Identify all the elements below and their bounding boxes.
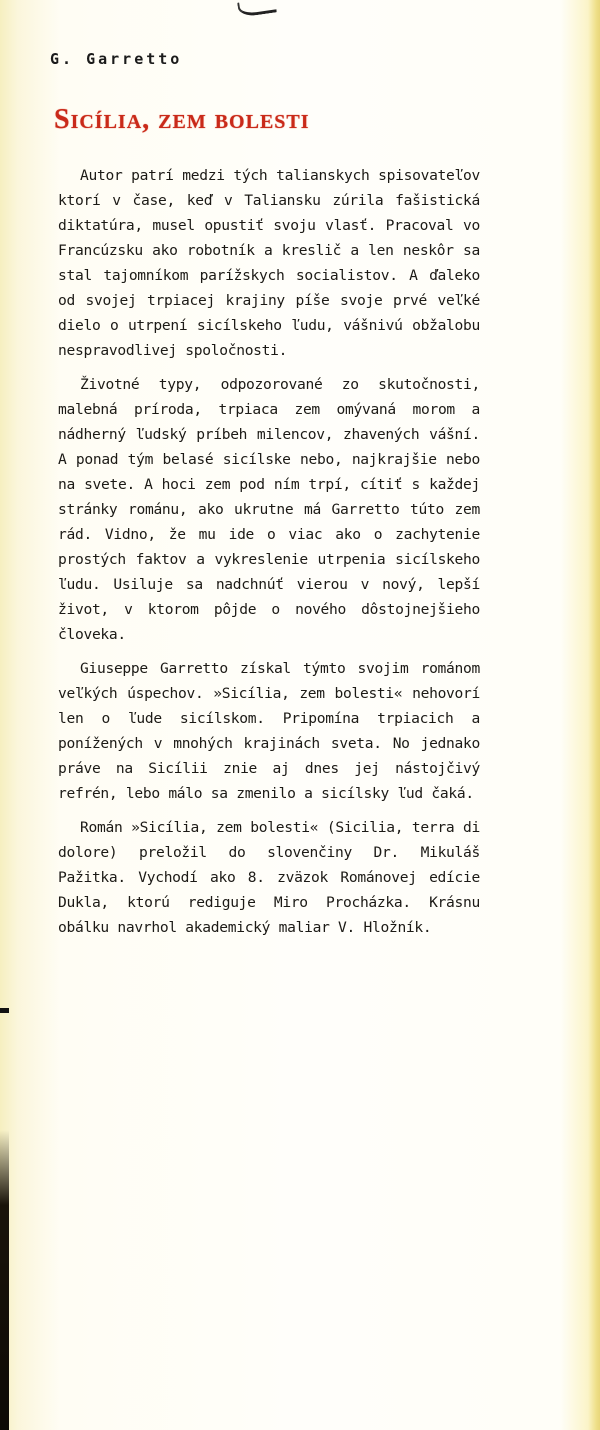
paragraph-publication: Román »Sicília, zem bolesti« (Sicilia, terra di dolore) preložil do slovenčiny Dr. Mikuláš Pažitka. Vychodí ako 8. zväzok Románovej edície Dukla, ktorú rediguje Miro Procházka. Krásnu obálku navrhol akademický maliar V. Hložník. bbox=[58, 819, 480, 936]
description-text bbox=[58, 163, 480, 940]
book-title: Sicília, zem bolesti bbox=[54, 104, 310, 135]
paragraph-success: Giuseppe Garretto získal týmto svojim románom veľkých úspechov. »Sicília, zem bolesti« nehovorí len o ľude sicílskom. Pripomína trpiacich a ponížených v mnohých krajinách sveta. No jednako práve na Sicílii znie aj dnes jej nástojčivý refrén, lebo málo sa zmenilo a sicílsky ľud čaká. bbox=[58, 660, 480, 802]
paragraph-characters: Životné typy, odpozorované zo skutočnosti, malebná príroda, trpiaca zem omývaná morom a nádherný ľudský príbeh milencov, zhavených vášní. A ponad tým belasé sicílske nebo, najkrajšie nebo na svete. A hoci zem pod ním trpí, cítiť s každej stránky románu, ako ukrutne má Garretto túto zem rád. Vidno, že mu ide o viac ako o zachytenie prostých faktov a vykreslenie utrpenia sicílskeho ľudu. Usiluje sa nadchnúť vierou v nový, lepší život, v ktorom pôjde o nového dôstojnejšieho človeka. bbox=[58, 376, 480, 643]
author-name: G. Garretto bbox=[50, 50, 183, 68]
paragraph-intro: Autor patrí medzi tých talianskych spisovateľov ktorí v čase, keď v Taliansku zúrila fašistická diktatúra, musel opustiť svoju vlasť. Pracoval vo Francúzsku ako robotník a kreslič a len neskôr sa stal tajomníkom parížskych socialistov. A ďaleko od svojej trpiacej krajiny píše svoje prvé veľké dielo o utrpení sicílskeho ľudu, vášnivú obžalobu nespravodlivej spoločnosti. bbox=[58, 167, 480, 359]
ink-mark bbox=[237, 0, 277, 18]
binding-mark bbox=[0, 1008, 9, 1013]
binding-shadow bbox=[0, 1130, 9, 1430]
